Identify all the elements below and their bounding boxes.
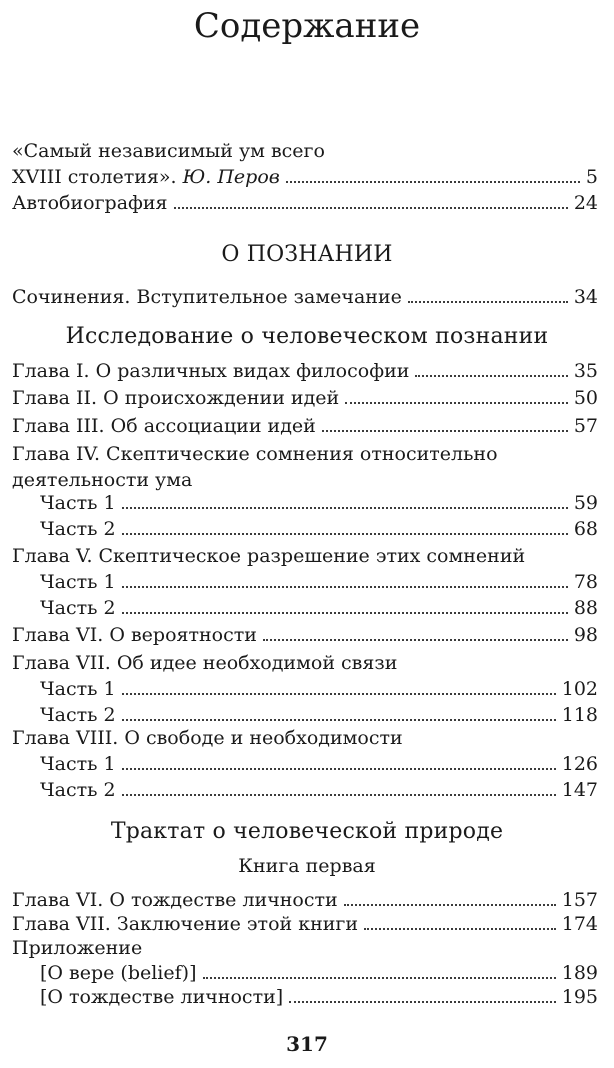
toc-entry-page: 118: [561, 704, 598, 726]
section-heading-cognition: О ПОЗНАНИИ: [221, 242, 393, 267]
toc-entry-page: 102: [561, 678, 598, 700]
toc-entry-enquiry-ch6: [12, 622, 598, 648]
section-heading-enquiry: Исследование о человеческом познании: [65, 324, 549, 349]
toc-entry-page: 68: [573, 518, 598, 540]
toc-entry-enquiry-ch4-line2: деятельности ума: [12, 469, 193, 491]
leader-dots: [122, 533, 568, 535]
toc-entry-enquiry-ch5-title: Глава V. Скептическое разрешение этих сомнений: [12, 545, 526, 567]
toc-entry-appendix: Приложение: [12, 937, 143, 959]
leader-dots: [122, 507, 568, 509]
toc-entry-page: 5: [585, 166, 598, 188]
toc-entry-label: Глава I. О различных видах философии: [12, 360, 410, 382]
toc-entry-autobiography: [12, 190, 598, 216]
toc-entry-essay: [12, 164, 598, 190]
toc-entry-page: 98: [573, 624, 598, 646]
leader-dots: [263, 639, 568, 641]
toc-entry-label: Часть 1: [40, 492, 116, 514]
leader-dots: [203, 977, 556, 979]
toc-entry-enquiry-ch1: [12, 358, 598, 384]
toc-entry-page: 57: [573, 415, 598, 437]
toc-entry-label: Часть 2: [40, 597, 116, 619]
toc-entry-enquiry-ch3: [12, 413, 598, 439]
toc-entry-page: 34: [573, 286, 598, 308]
toc-entry-page: 24: [573, 192, 598, 214]
toc-entry-essay-line1: «Самый независимый ум всего: [12, 140, 325, 162]
toc-entry-enquiry-ch7-part1: [40, 676, 598, 702]
section-heading-treatise: Трактат о человеческой природе: [110, 819, 504, 844]
toc-entry-treatise-ch6: [12, 887, 598, 913]
toc-entry-appendix-identity: [40, 984, 598, 1010]
toc-entry-label: Часть 1: [40, 571, 116, 593]
toc-entry-label: Часть 1: [40, 753, 116, 775]
toc-entry-works: [12, 284, 598, 310]
toc-entry-enquiry-ch5-part2: [40, 595, 598, 621]
toc-entry-enquiry-ch4-part1: [40, 490, 598, 516]
toc-entry-page: 147: [561, 779, 598, 801]
toc-entry-label: Часть 2: [40, 704, 116, 726]
leader-dots: [122, 768, 556, 770]
leader-dots: [122, 586, 568, 588]
leader-dots: [289, 1001, 556, 1003]
toc-entry-label: Сочинения. Вступительное замечание: [12, 286, 402, 308]
toc-entry-enquiry-ch8-part2: [40, 777, 598, 803]
toc-entry-label: Глава II. О происхождении идей: [12, 387, 340, 409]
toc-entry-enquiry-ch8-title: Глава VIII. О свободе и необходимости: [12, 727, 403, 749]
toc-entry-label: Глава VI. О вероятности: [12, 624, 257, 646]
toc-entry-label: Часть 2: [40, 779, 116, 801]
toc-entry-page: 126: [561, 753, 598, 775]
toc-entry-page: 50: [573, 387, 598, 409]
leader-dots: [122, 719, 556, 721]
toc-entry-label: Автобиография: [12, 192, 168, 214]
toc-entry-page: 157: [561, 889, 598, 911]
essay-author: Ю. Перов: [182, 166, 280, 188]
leader-dots: [122, 612, 568, 614]
toc-entry-enquiry-ch5-part1: [40, 569, 598, 595]
toc-entry-label: [О тождестве личности]: [40, 986, 284, 1008]
toc-entry-page: 35: [573, 360, 598, 382]
leader-dots: [408, 301, 568, 303]
toc-entry-label: Глава VII. Заключение этой книги: [12, 913, 359, 935]
toc-entry-page: 78: [573, 571, 598, 593]
leader-dots: [286, 181, 580, 183]
toc-entry-page: 88: [573, 597, 598, 619]
leader-dots: [122, 693, 556, 695]
leader-dots: [174, 207, 568, 209]
section-subheading-book-one: Книга первая: [238, 855, 376, 877]
toc-entry-enquiry-ch2: [12, 385, 598, 411]
toc-entry-page: 59: [573, 492, 598, 514]
toc-entry-label: Глава VI. О тождестве личности: [12, 889, 338, 911]
leader-dots: [344, 904, 556, 906]
toc-entry-enquiry-ch8-part1: [40, 751, 598, 777]
leader-dots: [345, 402, 568, 404]
toc-entry-label: XVIII столетия». Ю. Перов: [12, 166, 280, 188]
toc-entry-page: 189: [561, 962, 598, 984]
toc-entry-treatise-ch7: [12, 911, 598, 937]
toc-entry-label: [О вере (belief)]: [40, 962, 197, 984]
leader-dots: [322, 430, 568, 432]
page-number: 317: [286, 1032, 328, 1056]
toc-entry-enquiry-ch4-part2: [40, 516, 598, 542]
toc-entry-page: 195: [561, 986, 598, 1008]
toc-entry-label: Часть 1: [40, 678, 116, 700]
leader-dots: [415, 375, 567, 377]
toc-entry-label: Часть 2: [40, 518, 116, 540]
toc-entry-page: 174: [561, 913, 598, 935]
toc-entry-enquiry-ch7-title: Глава VII. Об идее необходимой связи: [12, 652, 398, 674]
leader-dots: [364, 928, 556, 930]
page-title: Содержание: [193, 6, 421, 46]
toc-entry-label: Глава III. Об ассоциации идей: [12, 415, 316, 437]
toc-entry-enquiry-ch4-line1: Глава IV. Скептические сомнения относительно: [12, 443, 498, 465]
toc-entry-appendix-belief: [40, 960, 598, 986]
leader-dots: [122, 794, 556, 796]
